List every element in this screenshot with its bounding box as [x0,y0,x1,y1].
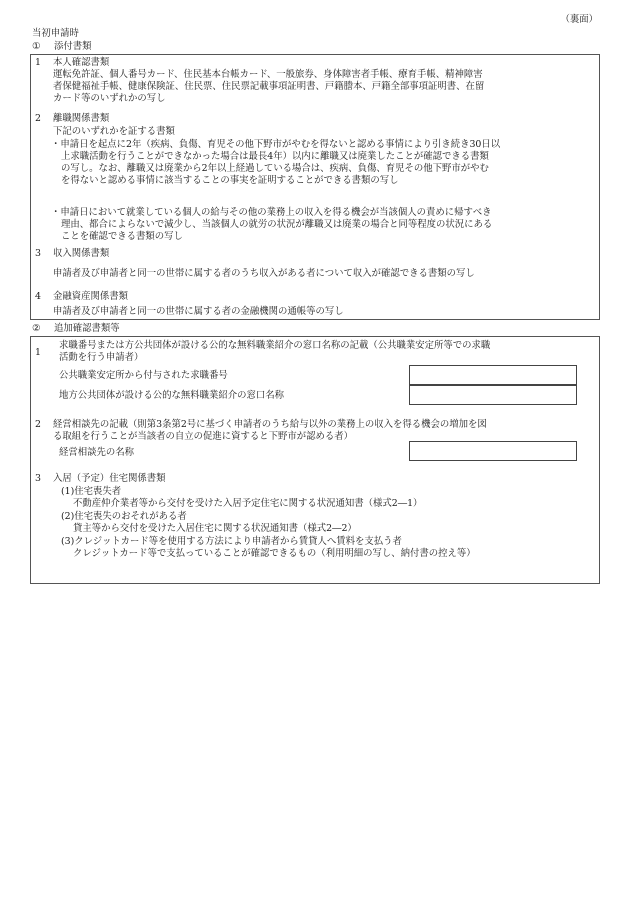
s2-item3-title: 入居（予定）住宅関係書類 [53,473,166,484]
credit-card-payer-text: クレジットカード等で支払っていることが確認できるもの（利用明細の写し、納付書の控え等） [73,548,476,559]
initial-application-title: 当初申請時 [32,28,79,39]
item1-line: カード等のいずれかの写し [53,93,166,104]
item4-number: 4 [35,291,41,302]
credit-card-payer-title: (3)クレジットカード等を使用する方法により申請者から賃貸人へ賃料を支払う者 [61,536,402,547]
housing-loss-title: (1)住宅喪失者 [61,486,122,497]
employment-office-name-field[interactable] [409,385,577,405]
item2-intro: 下記のいずれかを証する書類 [53,126,175,137]
business-consultant-name-label: 経営相談先の名称 [59,447,135,458]
s2-item1-line: 求職番号または方公共団体が設ける公的な無料職業紹介の窓口名称の記載（公共職業安定所等での求職 [59,340,491,351]
item2-bullet1-line: を得ないと認める事情に該当することの事実を証明することができる書類の写し [61,175,399,186]
s2-item2-line: る取組を行うことが当該者の自立の促進に資すると下野市が認める者） [53,431,354,442]
job-seeker-number-field[interactable] [409,365,577,385]
item2-bullet2-line: ことを確認できる書類の写し [61,231,183,242]
section2-title: 追加確認書類等 [54,323,120,334]
item2-bullet1-line: の写し。なお、離職又は廃業から2年以上経過している場合は、疾病、負傷、育児その他下野市がやむ [61,163,489,174]
item4-title: 金融資産関係書類 [53,291,129,302]
item2-number: 2 [35,113,41,124]
item1-line: 者保健福祉手帳、健康保険証、住民票、住民票記載事項証明書、戸籍謄本、戸籍全部事項証明書、在留 [53,81,485,92]
item4-line: 申請者及び申請者と同一の世帯に属する者の金融機関の通帳等の写し [53,306,344,317]
section1-title: 添付書類 [54,41,92,52]
business-consultant-name-field[interactable] [409,441,577,461]
employment-office-name-label: 地方公共団体が設ける公的な無料職業紹介の窓口名称 [59,390,285,401]
housing-loss-text: 不動産仲介業者等から交付を受けた入居予定住宅に関する状況通知書（様式2―1） [73,498,423,509]
housing-loss-risk-title: (2)住宅喪失のおそれがある者 [61,511,187,522]
job-seeker-number-label: 公共職業安定所から付与された求職番号 [59,370,228,381]
section2-marker: ② [32,323,41,334]
item3-title: 収入関係書類 [53,248,110,259]
s2-item2-line: 経営相談先の記載（則第3条第2号に基づく申請者のうち給与以外の業務上の収入を得る機会の増加を図 [53,419,487,430]
s2-item1-line: 活動を行う申請者） [59,352,144,363]
s2-item2-number: 2 [35,419,41,430]
item1-line: 運転免許証、個人番号カード、住民基本台帳カード、一般旅券、身体障害者手帳、療育手帳、精神障害 [53,69,483,80]
item1-title: 本人確認書類 [53,57,110,68]
s2-item3-number: 3 [35,473,41,484]
section1-marker: ① [32,41,41,52]
item2-bullet1-line: ・申請日を起点に2年（疾病、負傷、育児その他下野市がやむを得ないと認める事情により引き続き30日以 [51,139,501,150]
s2-item1-number: 1 [35,347,41,358]
item2-bullet2-line: 理由、都合によらないで減少し、当該個人の就労の状況が離職又は廃業の場合と同等程度の状況にある [61,219,493,230]
attached-documents-box [30,54,600,320]
item3-number: 3 [35,248,41,259]
item2-title: 離職関係書類 [53,113,110,124]
item1-number: 1 [35,57,41,68]
back-side-label: （裏面） [560,14,598,25]
housing-loss-risk-text: 貸主等から交付を受けた入居住宅に関する状況通知書（様式2―2） [73,523,357,534]
item3-line: 申請者及び申請者と同一の世帯に属する者のうち収入がある者について収入が確認できる書類の写し [53,268,475,279]
item2-bullet1-line: 上求職活動を行うことができなかった場合は最長4年）以内に離職又は廃業したことが確認できる書類 [61,151,489,162]
item2-bullet2-line: ・申請日において就業している個人の給与その他の業務上の収入を得る機会が当該個人の責めに帰すべき [51,207,492,218]
additional-documents-box [30,336,600,584]
